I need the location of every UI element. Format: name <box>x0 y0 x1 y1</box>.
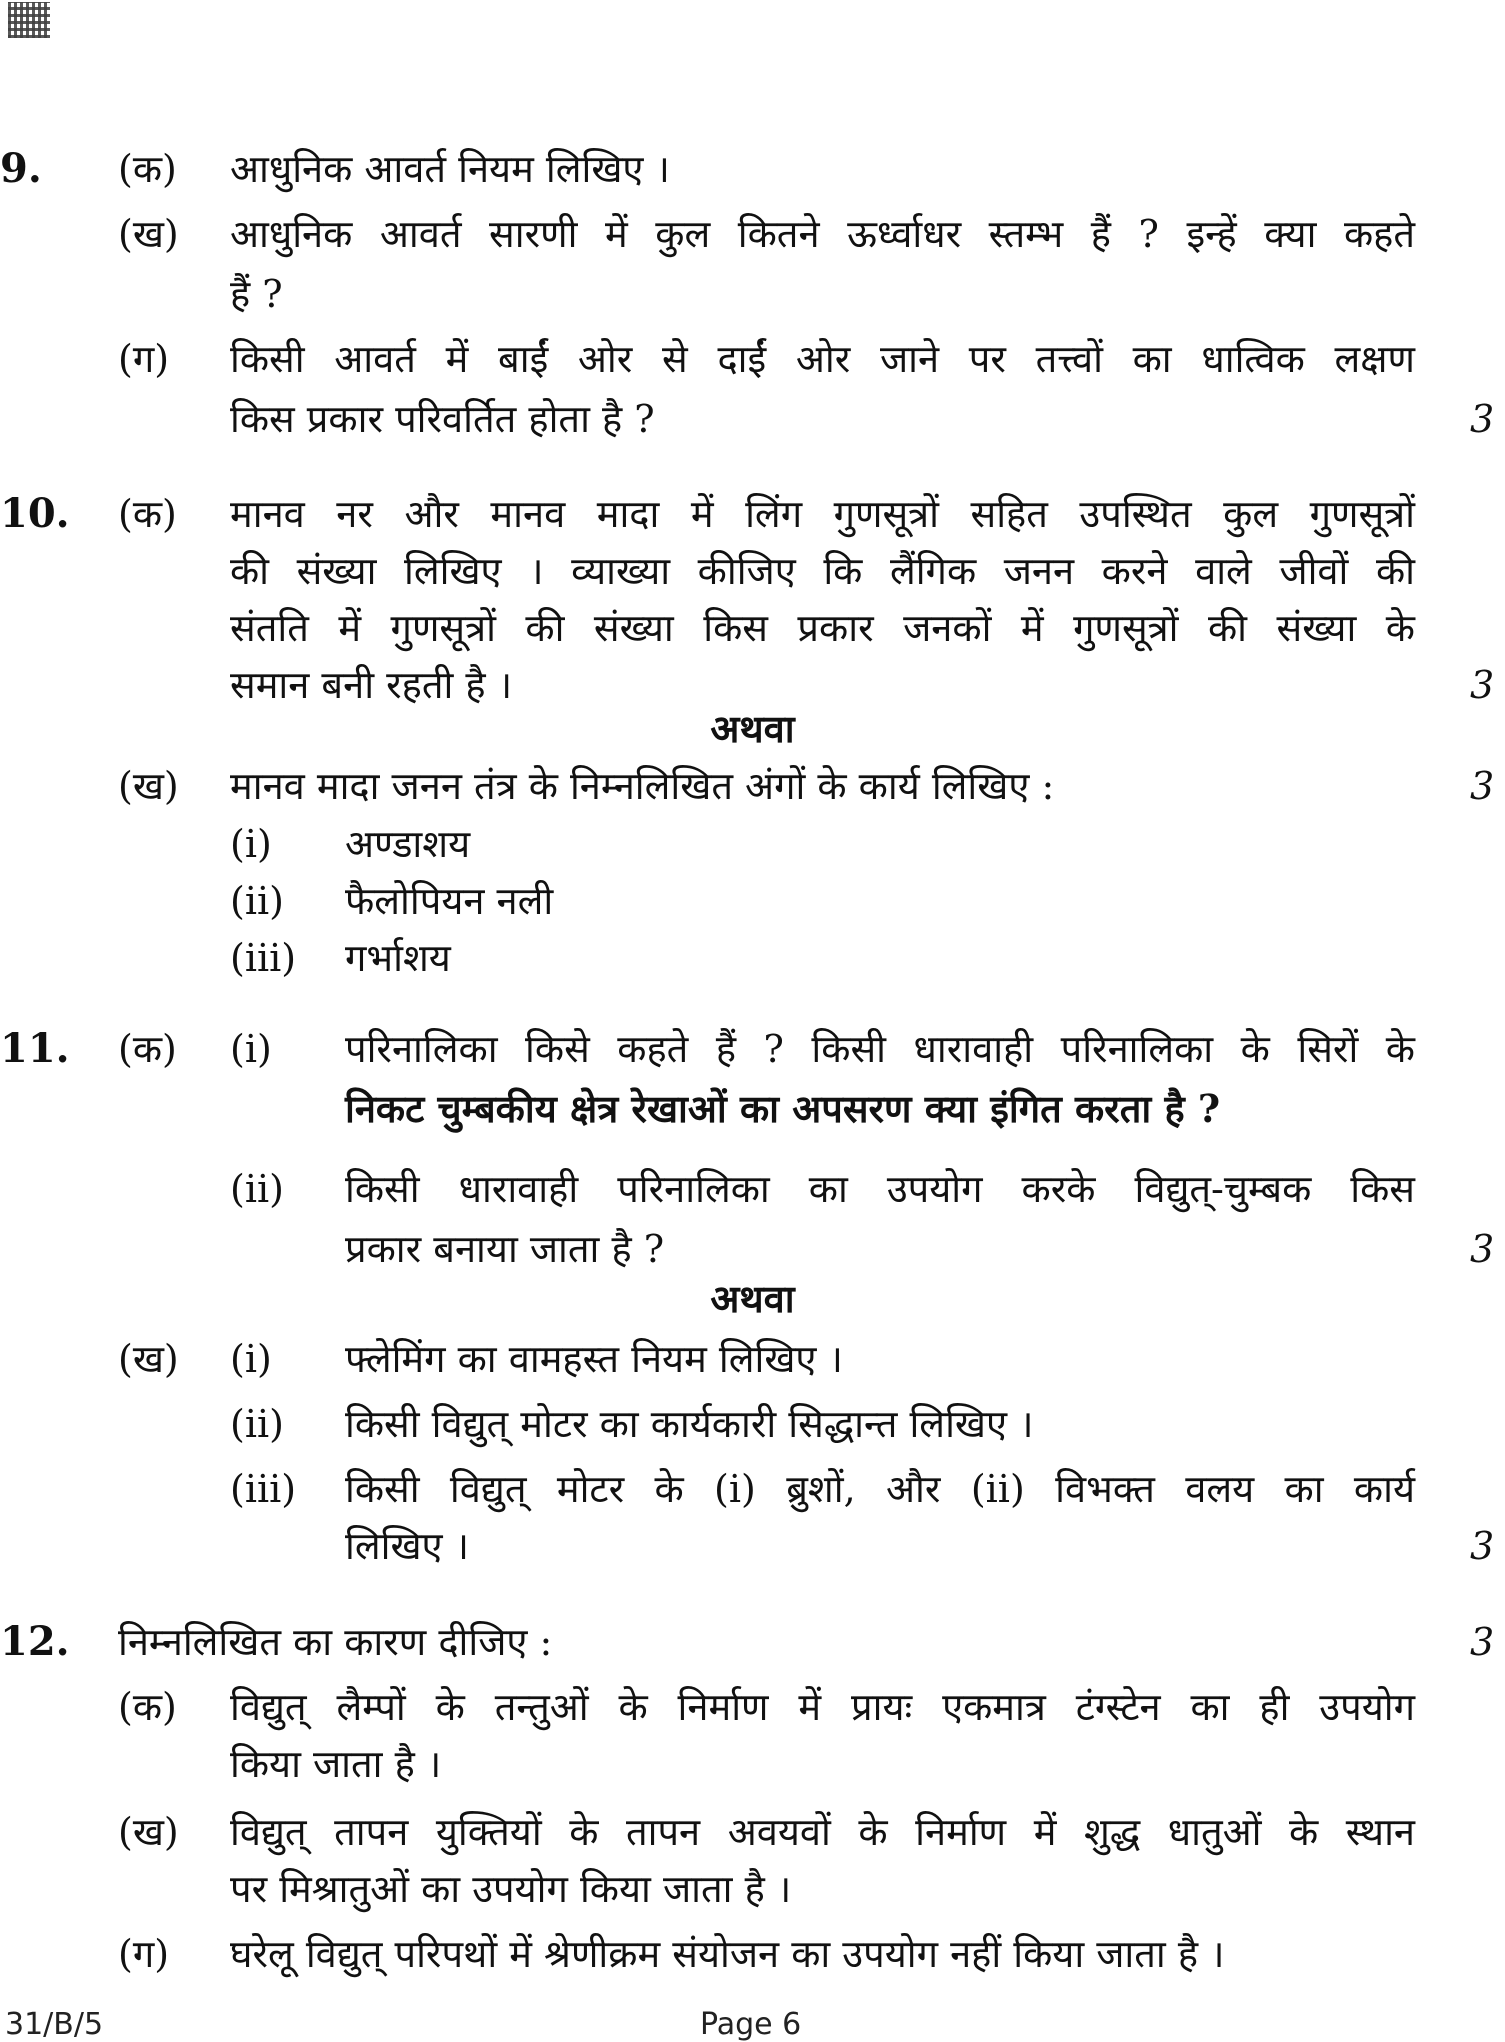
question-text: मानव मादा जनन तंत्र के निम्नलिखित अंगों के कार्य लिखिए : <box>230 764 1055 808</box>
item-label: (ii) <box>230 879 284 923</box>
or-divider: अथवा <box>710 1276 795 1321</box>
question-text: फ्लेमिंग का वामहस्त नियम लिखिए । <box>345 1337 843 1381</box>
question-text: निम्नलिखित का कारण दीजिए : <box>118 1620 553 1664</box>
qr-code-icon <box>8 2 50 38</box>
question-text: विद्युत् लैम्पों के तन्तुओं के निर्माण में प्रायः एकमात्र टंग्स्टेन का ही उपयोग <box>230 1685 1415 1729</box>
sub-label: (क) <box>118 1027 177 1071</box>
question-text: पर मिश्रातुओं का उपयोग किया जाता है । <box>230 1867 792 1911</box>
sub-label: (ख) <box>118 212 179 256</box>
question-text: विद्युत् तापन युक्तियों के तापन अवयवों के निर्माण में शुद्ध धातुओं के स्थान <box>230 1810 1415 1854</box>
question-text: किस प्रकार परिवर्तित होता है ? <box>230 397 655 441</box>
marks: 3 <box>1470 1524 1495 1568</box>
item-label: (iii) <box>230 936 297 980</box>
marks: 3 <box>1470 764 1495 808</box>
item-label: (i) <box>230 822 272 866</box>
question-number: 11. <box>0 1025 70 1072</box>
sub-label: (ग) <box>118 1932 170 1976</box>
question-text: समान बनी रहती है । <box>230 663 513 707</box>
marks: 3 <box>1470 663 1495 707</box>
question-text: आधुनिक आवर्त सारणी में कुल कितने ऊर्ध्वाधर स्तम्भ हैं ? इन्हें क्या कहते <box>230 212 1415 256</box>
question-number: 10. <box>0 490 70 537</box>
question-text: घरेलू विद्युत् परिपथों में श्रेणीक्रम संयोजन का उपयोग नहीं किया जाता है । <box>230 1932 1225 1976</box>
item-text: अण्डाशय <box>345 822 471 866</box>
question-text: प्रकार बनाया जाता है ? <box>345 1227 665 1271</box>
question-text: किसी आवर्त में बाईं ओर से दाईं ओर जाने पर तत्त्वों का धात्विक लक्षण <box>230 337 1415 381</box>
sub-label: (ख) <box>118 1810 179 1854</box>
item-label: (iii) <box>230 1467 297 1511</box>
question-number: 9. <box>0 145 42 192</box>
question-text: परिनालिका किसे कहते हैं ? किसी धारावाही परिनालिका के सिरों के <box>345 1027 1415 1071</box>
question-text: आधुनिक आवर्त नियम लिखिए । <box>230 147 670 191</box>
question-text: किसी विद्युत् मोटर का कार्यकारी सिद्धान्त लिखिए । <box>345 1402 1034 1446</box>
question-text: किसी विद्युत् मोटर के (i) ब्रुशों, और (ii) विभक्त वलय का कार्य <box>345 1467 1415 1511</box>
item-text: गर्भाशय <box>345 936 451 980</box>
item-label: (ii) <box>230 1402 284 1446</box>
item-label: (i) <box>230 1027 272 1071</box>
sub-label: (ख) <box>118 764 179 808</box>
sub-label: (ख) <box>118 1337 179 1381</box>
or-divider: अथवा <box>710 706 795 751</box>
question-text: किसी धारावाही परिनालिका का उपयोग करके विद्युत्-चुम्बक किस <box>345 1167 1415 1211</box>
question-text: की संख्या लिखिए । व्याख्या कीजिए कि लैंगिक जनन करने वाले जीवों की <box>230 549 1415 593</box>
marks: 3 <box>1470 397 1495 441</box>
item-label: (i) <box>230 1337 272 1381</box>
sub-label: (क) <box>118 1685 177 1729</box>
question-number: 12. <box>0 1618 70 1665</box>
page-number: Page 6 <box>700 2007 802 2042</box>
question-text: हैं ? <box>230 272 283 316</box>
sub-label: (क) <box>118 492 177 536</box>
sub-label: (ग) <box>118 337 170 381</box>
question-text: संतति में गुणसूत्रों की संख्या किस प्रकार जनकों में गुणसूत्रों की संख्या के <box>230 606 1415 650</box>
question-text: लिखिए । <box>345 1524 470 1568</box>
marks: 3 <box>1470 1227 1495 1271</box>
question-text: किया जाता है । <box>230 1742 442 1786</box>
marks: 3 <box>1470 1620 1495 1664</box>
item-text: फैलोपियन नली <box>345 879 554 923</box>
sub-label: (क) <box>118 147 177 191</box>
question-text: निकट चुम्बकीय क्षेत्र रेखाओं का अपसरण क्या इंगित करता है ? <box>345 1086 1221 1131</box>
question-text: मानव नर और मानव मादा में लिंग गुणसूत्रों सहित उपस्थित कुल गुणसूत्रों <box>230 492 1415 536</box>
item-label: (ii) <box>230 1167 284 1211</box>
paper-code: 31/B/5 <box>5 2007 104 2042</box>
